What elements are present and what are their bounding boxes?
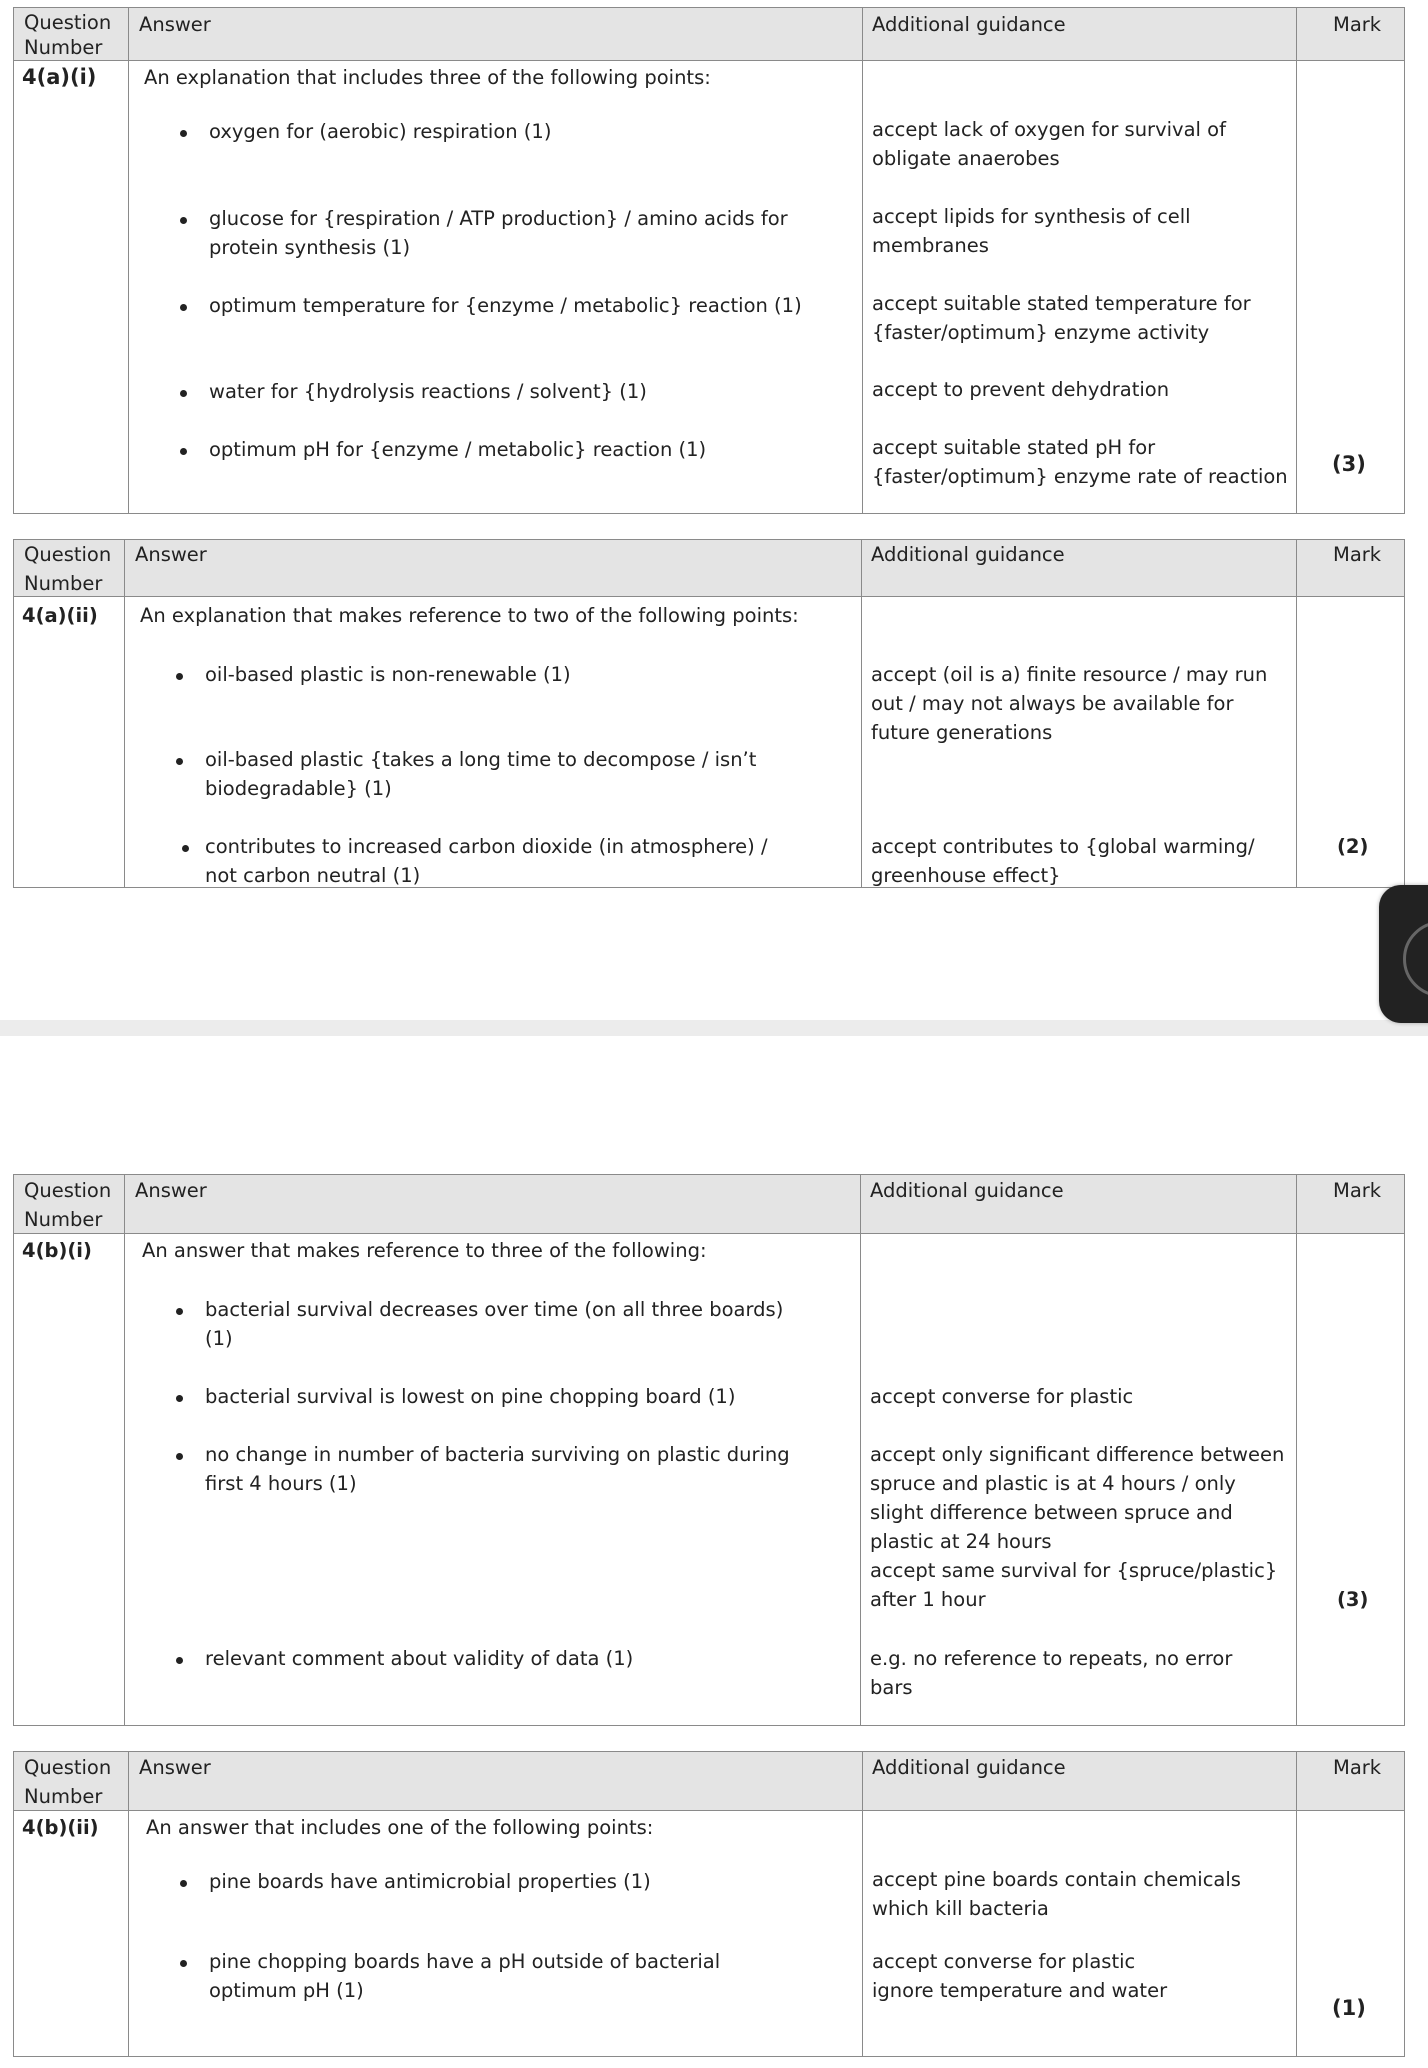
header-answer: Answer xyxy=(139,13,211,36)
answer-point: water for {hydrolysis reactions / solvent} (1) xyxy=(209,380,647,403)
answer-intro: An answer that makes reference to three of the following: xyxy=(142,1239,707,1262)
mark-scheme-table-4a-ii xyxy=(13,539,1405,888)
divider xyxy=(1296,540,1297,887)
divider xyxy=(862,1752,863,2056)
header-question-number: Question Number xyxy=(24,1756,112,1808)
header-question-number: Question Number xyxy=(24,1179,112,1231)
answer-point: optimum temperature for {enzyme / metabolic} reaction (1) xyxy=(209,294,802,317)
mark-scheme-table-4a-i xyxy=(13,7,1405,514)
bullet-icon xyxy=(176,1308,183,1315)
question-number: 4(b)(ii) xyxy=(22,1816,99,1839)
guidance-text: accept converse for plastic ignore temperature and water xyxy=(872,1950,1168,2002)
answer-point: pine chopping boards have a pH outside of bacterial optimum pH (1) xyxy=(209,1950,721,2002)
mark-value: (2) xyxy=(1337,835,1369,858)
header-answer: Answer xyxy=(135,1179,207,1202)
guidance-text: accept only significant difference between spruce and plastic is at 4 hours / only slight difference between spruce and plastic at 24 hours accept same survival for {spruce/plastic} after 1 hour xyxy=(870,1443,1285,1611)
mark-value: (3) xyxy=(1337,1588,1369,1611)
divider xyxy=(861,540,862,887)
bullet-icon xyxy=(180,130,187,137)
bullet-icon xyxy=(176,1657,183,1664)
header-guidance: Additional guidance xyxy=(872,13,1066,36)
mark-scheme-table-4b-i xyxy=(13,1174,1405,1726)
mark-value: (1) xyxy=(1332,1996,1366,2020)
answer-point: no change in number of bacteria surviving on plastic during first 4 hours (1) xyxy=(205,1443,790,1495)
bullet-icon xyxy=(176,758,183,765)
header-guidance: Additional guidance xyxy=(872,1756,1066,1779)
answer-point: contributes to increased carbon dioxide (in atmosphere) / not carbon neutral (1) xyxy=(205,835,768,887)
answer-point: oil-based plastic {takes a long time to decompose / isn’t biodegradable} (1) xyxy=(205,748,757,800)
answer-point: relevant comment about validity of data (1) xyxy=(205,1647,634,1670)
bullet-icon xyxy=(176,673,183,680)
header-question-number: Question Number xyxy=(24,11,112,59)
header-mark: Mark xyxy=(1333,543,1382,566)
divider xyxy=(1296,1175,1297,1725)
guidance-text: accept contributes to {global warming/ greenhouse effect} xyxy=(871,835,1255,887)
guidance-text: accept pine boards contain chemicals which kill bacteria xyxy=(872,1868,1241,1920)
mark-value: (3) xyxy=(1332,452,1366,476)
question-number: 4(a)(ii) xyxy=(22,604,98,627)
question-number: 4(a)(i) xyxy=(22,65,97,89)
answer-point: bacterial survival is lowest on pine chopping board (1) xyxy=(205,1385,736,1408)
answer-intro: An explanation that makes reference to two of the following points: xyxy=(140,604,799,627)
divider xyxy=(860,1175,861,1725)
divider xyxy=(124,540,125,887)
bullet-icon xyxy=(180,448,187,455)
divider xyxy=(128,8,129,513)
bullet-icon xyxy=(180,1960,187,1967)
bullet-icon xyxy=(180,217,187,224)
guidance-text: accept converse for plastic xyxy=(870,1385,1134,1408)
divider xyxy=(862,8,863,513)
header-mark: Mark xyxy=(1333,1756,1382,1779)
header-question-number: Question Number xyxy=(24,543,112,595)
answer-intro: An explanation that includes three of the following points: xyxy=(144,66,711,89)
bullet-icon xyxy=(180,390,187,397)
floating-timer-button[interactable] xyxy=(1379,885,1428,1023)
bullet-icon xyxy=(176,1453,183,1460)
divider xyxy=(128,1752,129,2056)
answer-intro: An answer that includes one of the following points: xyxy=(146,1816,654,1839)
answer-point: pine boards have antimicrobial properties (1) xyxy=(209,1870,651,1893)
guidance-text: accept (oil is a) finite resource / may run out / may not always be available for future generations xyxy=(871,663,1268,744)
bullet-icon xyxy=(176,1395,183,1402)
table-header xyxy=(14,1752,1404,1811)
bullet-icon xyxy=(182,845,189,852)
guidance-text: accept suitable stated temperature for {faster/optimum} enzyme activity xyxy=(872,292,1251,344)
header-guidance: Additional guidance xyxy=(871,543,1065,566)
guidance-text: accept suitable stated pH for {faster/optimum} enzyme rate of reaction xyxy=(872,436,1288,488)
table-header xyxy=(14,1175,1404,1234)
answer-point: glucose for {respiration / ATP production} / amino acids for protein synthesis (1) xyxy=(209,207,788,259)
guidance-text: accept lack of oxygen for survival of obligate anaerobes xyxy=(872,118,1226,170)
question-number: 4(b)(i) xyxy=(22,1239,92,1262)
answer-point: bacterial survival decreases over time (on all three boards) (1) xyxy=(205,1298,784,1350)
answer-point: optimum pH for {enzyme / metabolic} reaction (1) xyxy=(209,438,707,461)
page-separator xyxy=(0,1020,1428,1036)
answer-point: oil-based plastic is non-renewable (1) xyxy=(205,663,571,686)
answer-point: oxygen for (aerobic) respiration (1) xyxy=(209,120,552,143)
divider xyxy=(1296,1752,1297,2056)
bullet-icon xyxy=(180,304,187,311)
divider xyxy=(1296,8,1297,513)
divider xyxy=(124,1175,125,1725)
header-mark: Mark xyxy=(1333,1179,1382,1202)
table-header xyxy=(14,540,1404,597)
guidance-text: accept lipids for synthesis of cell membranes xyxy=(872,205,1191,257)
header-mark: Mark xyxy=(1333,13,1382,36)
guidance-text: accept to prevent dehydration xyxy=(872,378,1170,401)
header-answer: Answer xyxy=(135,543,207,566)
guidance-text: e.g. no reference to repeats, no error bars xyxy=(870,1647,1233,1699)
mark-scheme-table-4b-ii xyxy=(13,1751,1405,2057)
header-answer: Answer xyxy=(139,1756,211,1779)
header-guidance: Additional guidance xyxy=(870,1179,1064,1202)
table-header xyxy=(14,8,1404,61)
timer-icon xyxy=(1403,921,1428,997)
bullet-icon xyxy=(180,1880,187,1887)
